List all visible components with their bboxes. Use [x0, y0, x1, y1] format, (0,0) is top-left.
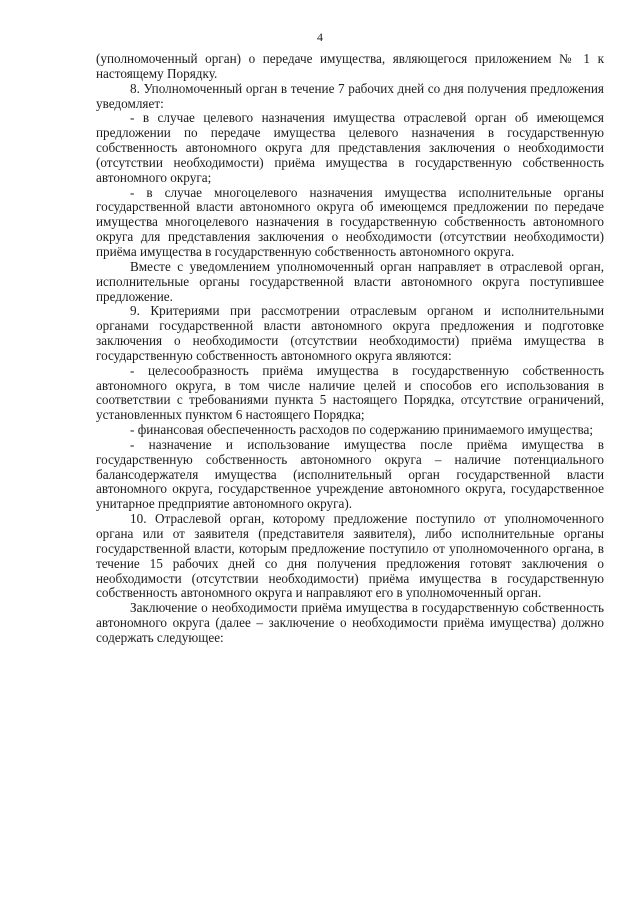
paragraph-item-10-conclusion: Заключение о необходимости приёма имущества в государственную собственность автономного округа (далее – заключение о необходимости приёма имущества) должно содержать следующее: [96, 600, 604, 645]
paragraph-item-9-bullet-financing: - финансовая обеспеченность расходов по содержанию принимаемого имущества; [130, 422, 594, 438]
paragraph-item-8-bullet-multipurpose: - в случае многоцелевого назначения имущества исполнительные органы государственной власти автономного округа об имеющемся предложении по передаче имущества многоцелевого назначения в государственную собственность автономного округа для представления заключения о необходимости (отсутствии необходимости) приёма имущества в государственную собственность автономного округа. [96, 184, 604, 259]
page-number: 4 [317, 30, 323, 44]
paragraph-item-8-notification: Вместе с уведомлением уполномоченный орган направляет в отраслевой орган, исполнительные органы государственной власти автономного округа поступившее предложение. [96, 258, 604, 304]
paragraph-item-10: 10. Отраслевой орган, которому предложение поступило от уполномоченного органа или от заявителя (представителя заявителя), либо исполнительные органы государственной власти, которым предложение поступило от уполномоченного органа, в течение 15 рабочих дней со дня получения предложения готовят заключения о необходимости (отсутствии необходимости) приёма имущества в государственную собственность автономного округа и направляют его в уполномоченный орган. [96, 511, 604, 601]
paragraph-item-8: 8. Уполномоченный орган в течение 7 рабочих дней со дня получения предложения уведомляет: [96, 80, 604, 111]
paragraph-continuation: (уполномоченный орган) о передаче имущества, являющегося приложением № 1 к настоящему Порядку. [96, 51, 604, 81]
paragraph-item-9-bullet-purpose: - назначение и использование имущества после приёма имущества в государственную собственность автономного округа – наличие потенциального балансодержателя имущества (исполнительный орган государственной власти автономного округа, государственное учреждение автономного округа, государственное унитарное предприятие автономного округа). [96, 436, 604, 512]
paragraph-item-8-bullet-targeted: - в случае целевого назначения имущества отраслевой орган об имеющемся предложении по передаче имущества целевого назначения в государственную собственность автономного округа для представления заключения о необходимости (отсутствии необходимости) приёма имущества в государственную собственность автономного округа; [96, 110, 604, 185]
document-body [96, 52, 604, 646]
paragraph-item-9-bullet-expediency: - целесообразность приёма имущества в государственную собственность автономного округа, в том числе наличие целей и способов его использования в соответствии с требованиями пункта 5 настоящего Порядка, отсутствие ограничений, установленных пунктом 6 настоящего Порядка; [96, 362, 604, 423]
paragraph-item-9: 9. Критериями при рассмотрении отраслевым органом и исполнительными органами государственной власти автономного округа предложения и подготовке заключения о необходимости (отсутствии необходимости) приёма имущества в государственную собственность автономного округа являются: [96, 303, 604, 363]
